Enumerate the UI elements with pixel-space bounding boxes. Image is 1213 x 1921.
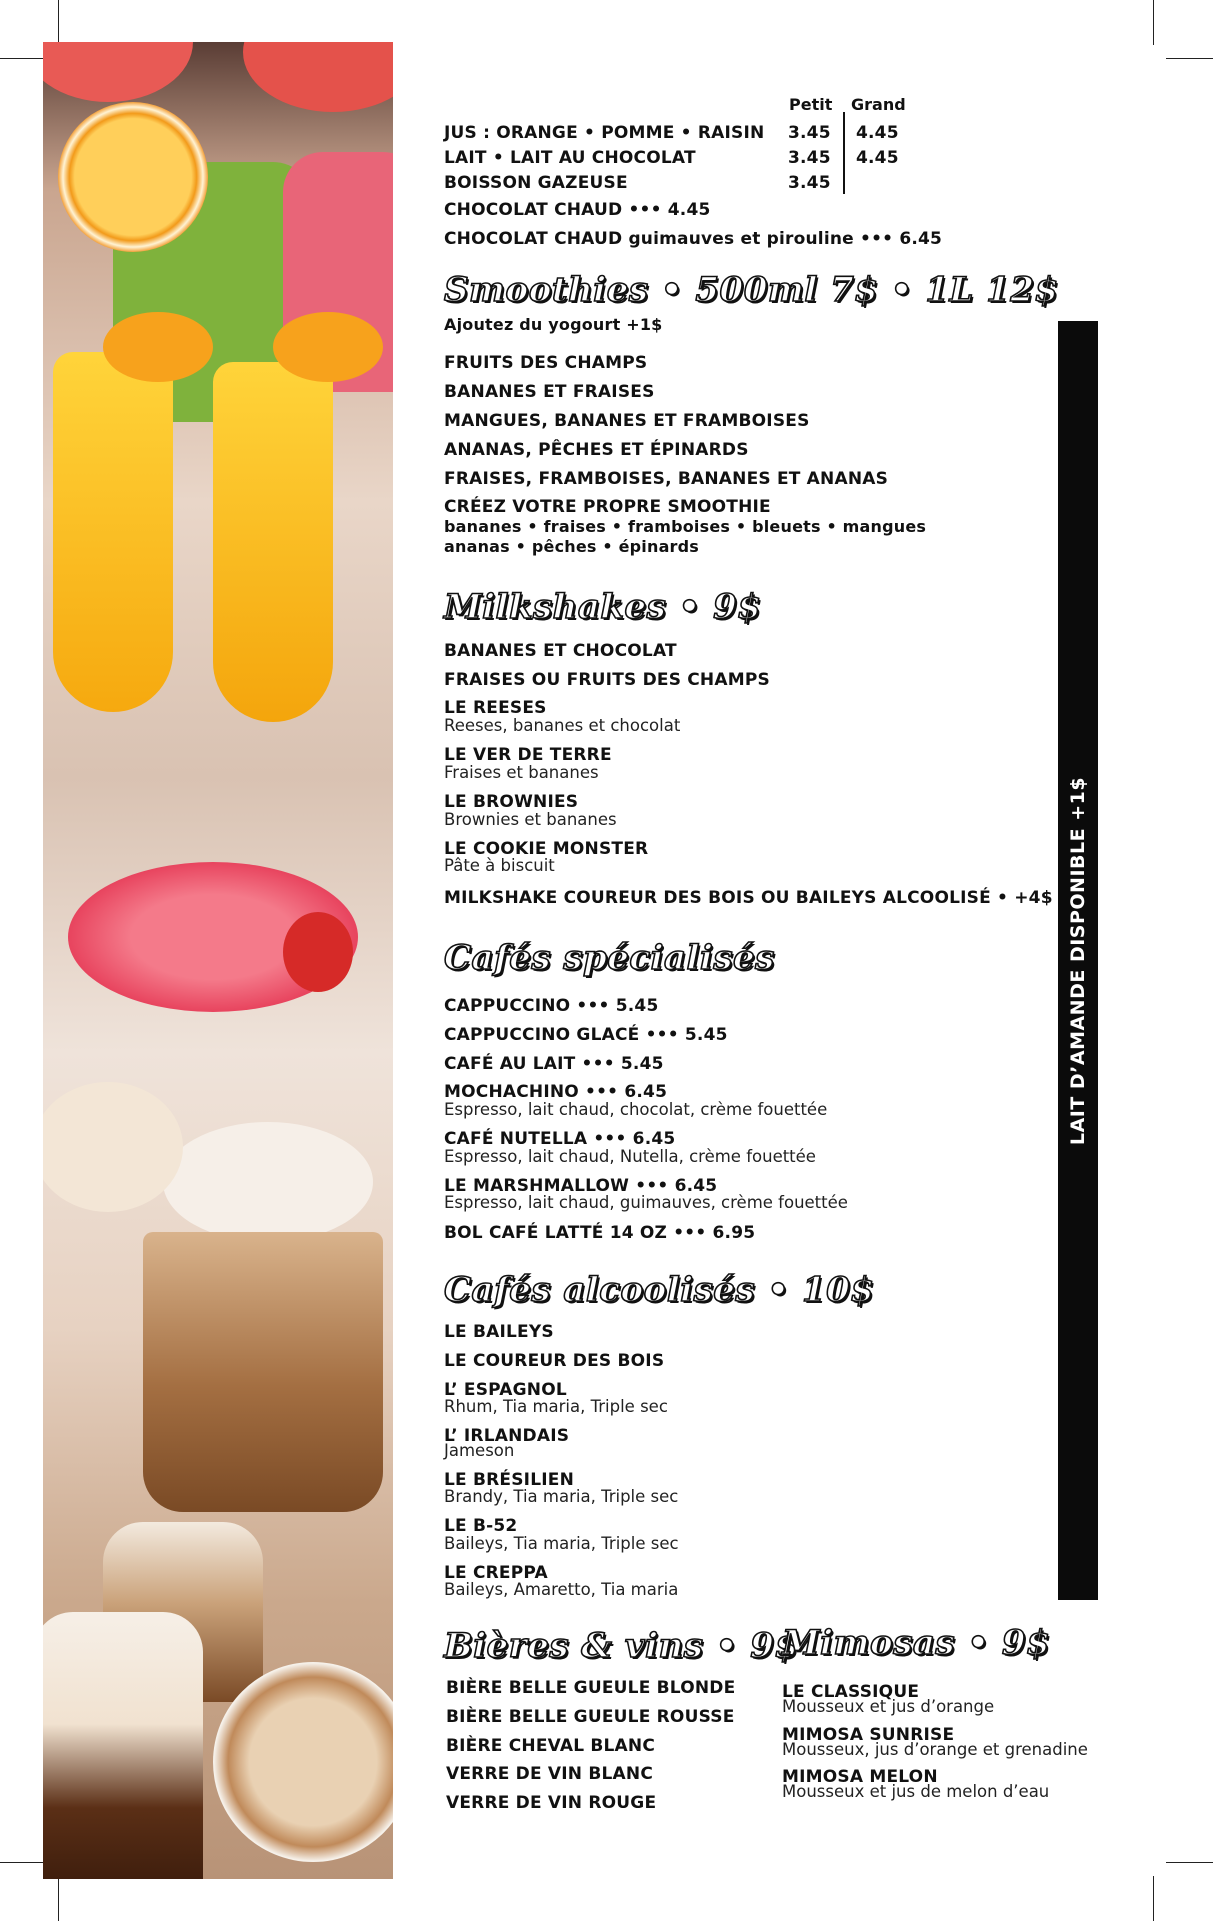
hot-chocolate-item: CHOCOLAT CHAUD ••• 4.45 <box>444 200 711 220</box>
cappuccino-cup <box>213 1662 393 1862</box>
mimosa-desc: Mousseux et jus de melon d’eau <box>782 1782 1050 1801</box>
alcohol-cafe-item: LE B-52 <box>444 1516 518 1536</box>
cafes-heading: Cafés spécialisés <box>444 938 775 978</box>
crop-mark <box>1166 58 1213 59</box>
cafe-desc: Espresso, lait chaud, Nutella, crème fouettée <box>444 1147 816 1166</box>
cafe-desc: Espresso, lait chaud, chocolat, crème fouettée <box>444 1100 828 1119</box>
mimosa-glass-right <box>213 362 333 722</box>
alcohol-cafe-desc: Jameson <box>444 1441 515 1460</box>
crop-mark <box>58 0 59 45</box>
alcohol-cafe-desc: Baileys, Amaretto, Tia maria <box>444 1580 679 1599</box>
marshmallow-stick <box>43 1082 183 1212</box>
alcohol-cafes-heading: Cafés alcoolisés • 10$ <box>444 1270 875 1310</box>
whipped-cream-shape <box>163 1122 373 1242</box>
smoothies-heading: Smoothies • 500ml 7$ • 1L 12$ <box>444 270 1059 310</box>
beer-wine-heading: Bières & vins • 9$ <box>444 1626 799 1666</box>
smoothie-item: MANGUES, BANANES ET FRAMBOISES <box>444 411 810 431</box>
smoothies-note: Ajoutez du yogourt +1$ <box>444 315 663 334</box>
cafe-desc: Espresso, lait chaud, guimauves, crème fouettée <box>444 1193 848 1212</box>
crop-mark <box>0 58 45 59</box>
mimosa-glass-left <box>53 352 173 712</box>
hot-chocolate-marshmallow-item: CHOCOLAT CHAUD guimauves et pirouline ••• 6.45 <box>444 229 943 249</box>
milkshakes-heading: Milkshakes • 9$ <box>444 587 762 627</box>
drink-price-petit: 3.45 <box>788 123 831 143</box>
milkshake-item: LE REESES <box>444 698 547 718</box>
crop-mark <box>1153 1876 1154 1921</box>
cafe-item: LE MARSHMALLOW ••• 6.45 <box>444 1176 718 1196</box>
smoothie-item: ANANAS, PÊCHES ET ÉPINARDS <box>444 440 749 460</box>
beer-wine-item: BIÈRE CHEVAL BLANC <box>446 1736 655 1756</box>
beer-wine-item: VERRE DE VIN BLANC <box>446 1764 654 1784</box>
chocolate-sundae <box>43 1612 203 1879</box>
col-header-grand: Grand <box>851 95 906 114</box>
crop-mark <box>1166 1862 1213 1863</box>
drink-name: LAIT • LAIT AU CHOCOLAT <box>444 148 696 168</box>
milkshake-desc: Reeses, bananes et chocolat <box>444 716 681 735</box>
beer-wine-item: BIÈRE BELLE GUEULE BLONDE <box>446 1678 736 1698</box>
cafe-item: CAPPUCCINO GLACÉ ••• 5.45 <box>444 1025 728 1045</box>
mimosa-item: MIMOSA MELON <box>782 1767 938 1787</box>
milkshake-item: LE BROWNIES <box>444 792 579 812</box>
alcohol-cafe-item: LE COUREUR DES BOIS <box>444 1351 665 1371</box>
strawberry-shape <box>283 912 353 992</box>
beer-wine-item: BIÈRE BELLE GUEULE ROUSSE <box>446 1707 735 1727</box>
alcohol-cafe-item: L’ ESPAGNOL <box>444 1380 567 1400</box>
crop-mark <box>1153 0 1154 45</box>
orange-slice-shape <box>58 102 208 252</box>
almond-milk-banner-text: LAIT D’AMANDE DISPONIBLE +1$ <box>1067 776 1089 1145</box>
milkshake-desc: Fraises et bananes <box>444 763 599 782</box>
watermelon-shape <box>243 42 393 112</box>
milkshake-item: BANANES ET CHOCOLAT <box>444 641 677 661</box>
mimosa-item: MIMOSA SUNRISE <box>782 1725 955 1745</box>
beer-wine-item: VERRE DE VIN ROUGE <box>446 1793 657 1813</box>
milkshake-item: LE VER DE TERRE <box>444 745 612 765</box>
smoothie-item: FRAISES, FRAMBOISES, BANANES ET ANANAS <box>444 469 889 489</box>
drink-name: BOISSON GAZEUSE <box>444 173 628 193</box>
drink-price-grand: 4.45 <box>856 148 899 168</box>
alcohol-cafe-item: LE CREPPA <box>444 1563 548 1583</box>
cafe-item: MOCHACHINO ••• 6.45 <box>444 1082 668 1102</box>
cafe-item: CAFÉ NUTELLA ••• 6.45 <box>444 1129 676 1149</box>
drink-price-petit: 3.45 <box>788 148 831 168</box>
cafe-item: CAFÉ AU LAIT ••• 5.45 <box>444 1054 664 1074</box>
mimosa-item: LE CLASSIQUE <box>782 1682 920 1702</box>
cafe-item: BOL CAFÉ LATTÉ 14 OZ ••• 6.95 <box>444 1223 756 1243</box>
smoothie-custom-options: bananes • fraises • framboises • bleuets • mangues <box>444 517 927 536</box>
smoothie-custom-title: CRÉEZ VOTRE PROPRE SMOOTHIE <box>444 497 771 517</box>
milkshake-alcohol-option: MILKSHAKE COUREUR DES BOIS OU BAILEYS ALCOOLISÉ • +4$ <box>444 888 1053 908</box>
mimosa-desc: Mousseux, jus d’orange et grenadine <box>782 1740 1088 1759</box>
mocha-mug <box>143 1232 383 1512</box>
mimosa-desc: Mousseux et jus d’orange <box>782 1697 995 1716</box>
alcohol-cafe-item: LE BAILEYS <box>444 1322 554 1342</box>
mimosas-heading: Mimosas • 9$ <box>782 1623 1051 1663</box>
drink-price-grand: 4.45 <box>856 123 899 143</box>
almond-milk-banner <box>1058 321 1098 1600</box>
price-divider <box>843 112 845 194</box>
crop-mark <box>58 1876 59 1921</box>
orange-slice-shape <box>103 312 213 382</box>
milkshake-item: LE COOKIE MONSTER <box>444 839 649 859</box>
milkshake-item: FRAISES OU FRUITS DES CHAMPS <box>444 670 770 690</box>
alcohol-cafe-desc: Brandy, Tia maria, Triple sec <box>444 1487 679 1506</box>
alcohol-cafe-item: L’ IRLANDAIS <box>444 1426 570 1446</box>
smoothie-item: FRUITS DES CHAMPS <box>444 353 648 373</box>
crop-mark <box>0 1862 45 1863</box>
drink-price-petit: 3.45 <box>788 173 831 193</box>
milkshake-desc: Brownies et bananes <box>444 810 617 829</box>
alcohol-cafe-item: LE BRÉSILIEN <box>444 1470 574 1490</box>
cafe-item: CAPPUCCINO ••• 5.45 <box>444 996 659 1016</box>
orange-slice-shape <box>273 312 383 382</box>
col-header-petit: Petit <box>789 95 833 114</box>
drinks-photo <box>43 42 393 1879</box>
alcohol-cafe-desc: Baileys, Tia maria, Triple sec <box>444 1534 679 1553</box>
smoothie-custom-options: ananas • pêches • épinards <box>444 537 700 556</box>
milkshake-desc: Pâte à biscuit <box>444 856 555 875</box>
alcohol-cafe-desc: Rhum, Tia maria, Triple sec <box>444 1397 668 1416</box>
smoothie-item: BANANES ET FRAISES <box>444 382 655 402</box>
drink-name: JUS : ORANGE • POMME • RAISIN <box>444 123 765 143</box>
watermelon-shape <box>43 42 193 102</box>
